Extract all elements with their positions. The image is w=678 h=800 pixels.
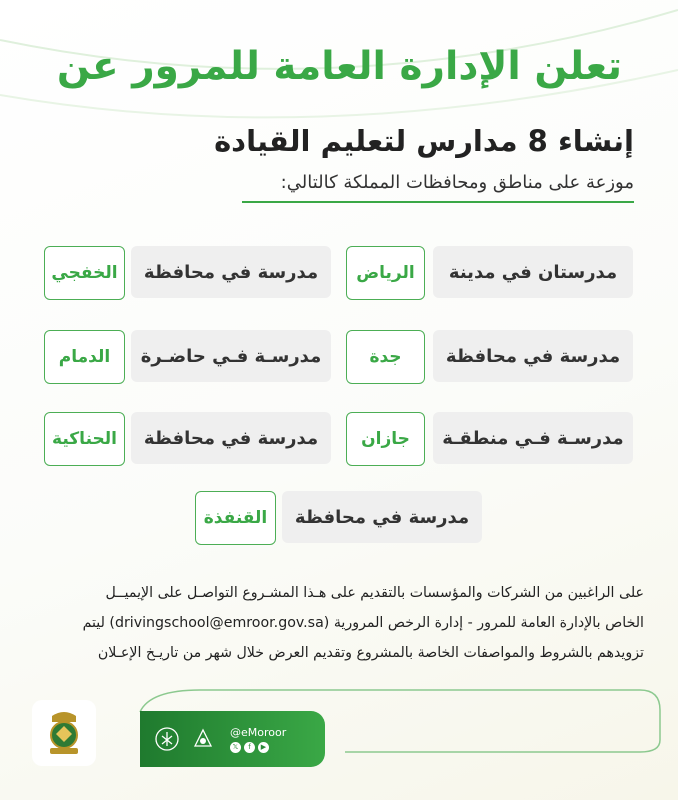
school-label-qunfudhah: مدرسة في محافظة [282,491,482,543]
facebook-icon[interactable]: f [244,742,255,753]
announcement-subline: موزعة على مناطق ومحافظات المملكة كالتالي: [242,172,634,203]
instructions-paragraph [34,578,644,668]
x-icon[interactable]: 𝕏 [230,742,241,753]
school-label-jazan: مدرسـة فـي منطقـة [433,412,633,464]
school-place-jeddah: جدة [346,330,425,384]
instructions-line-1: على الراغبين من الشركات والمؤسسات بالتقديم على هـذا المشـروع التواصـل على الإيميــل [105,585,644,601]
coat-of-arms-icon [154,726,180,752]
school-place-riyadh: الرياض [346,246,425,300]
school-label-riyadh: مدرستان في مدينة [433,246,633,298]
school-place-qunfudhah: القنفذة [195,491,276,545]
school-place-khafji: الخفجي [44,246,125,300]
school-label-dammam: مدرسـة فـي حاضـرة [131,330,331,382]
school-place-dammam: الدمام [44,330,125,384]
instructions-line-3: تزويدهم بالشروط والمواصفات الخاصة بالمشروع وتقديم العرض خلال شهر من تاريـخ الإعـلان [97,645,644,661]
school-place-hanakiyah: الحناكية [44,412,125,466]
youtube-icon[interactable]: ▶ [258,742,269,753]
school-place-jazan: جازان [346,412,425,466]
announcement-headline: تعلن الإدارة العامة للمرور عن [56,44,622,89]
emblem-icon [42,708,86,758]
school-label-hanakiyah: مدرسة في محافظة [131,412,331,464]
footer-bar [140,711,325,767]
ministry-logo-icon [190,726,216,752]
instructions-line-2: الخاص بالإدارة العامة للمرور - إدارة الرخص المرورية (drivingschool@emroor.gov.sa) ليتم [82,615,644,631]
school-label-jeddah: مدرسة في محافظة [433,330,633,382]
social-handle[interactable]: @eMoroor [230,725,287,739]
social-handle-block [230,726,286,753]
announcement-subtitle: إنشاء 8 مدارس لتعليم القيادة [214,124,634,158]
school-label-khafji: مدرسة في محافظة [131,246,331,298]
traffic-emblem-logo [32,700,96,766]
